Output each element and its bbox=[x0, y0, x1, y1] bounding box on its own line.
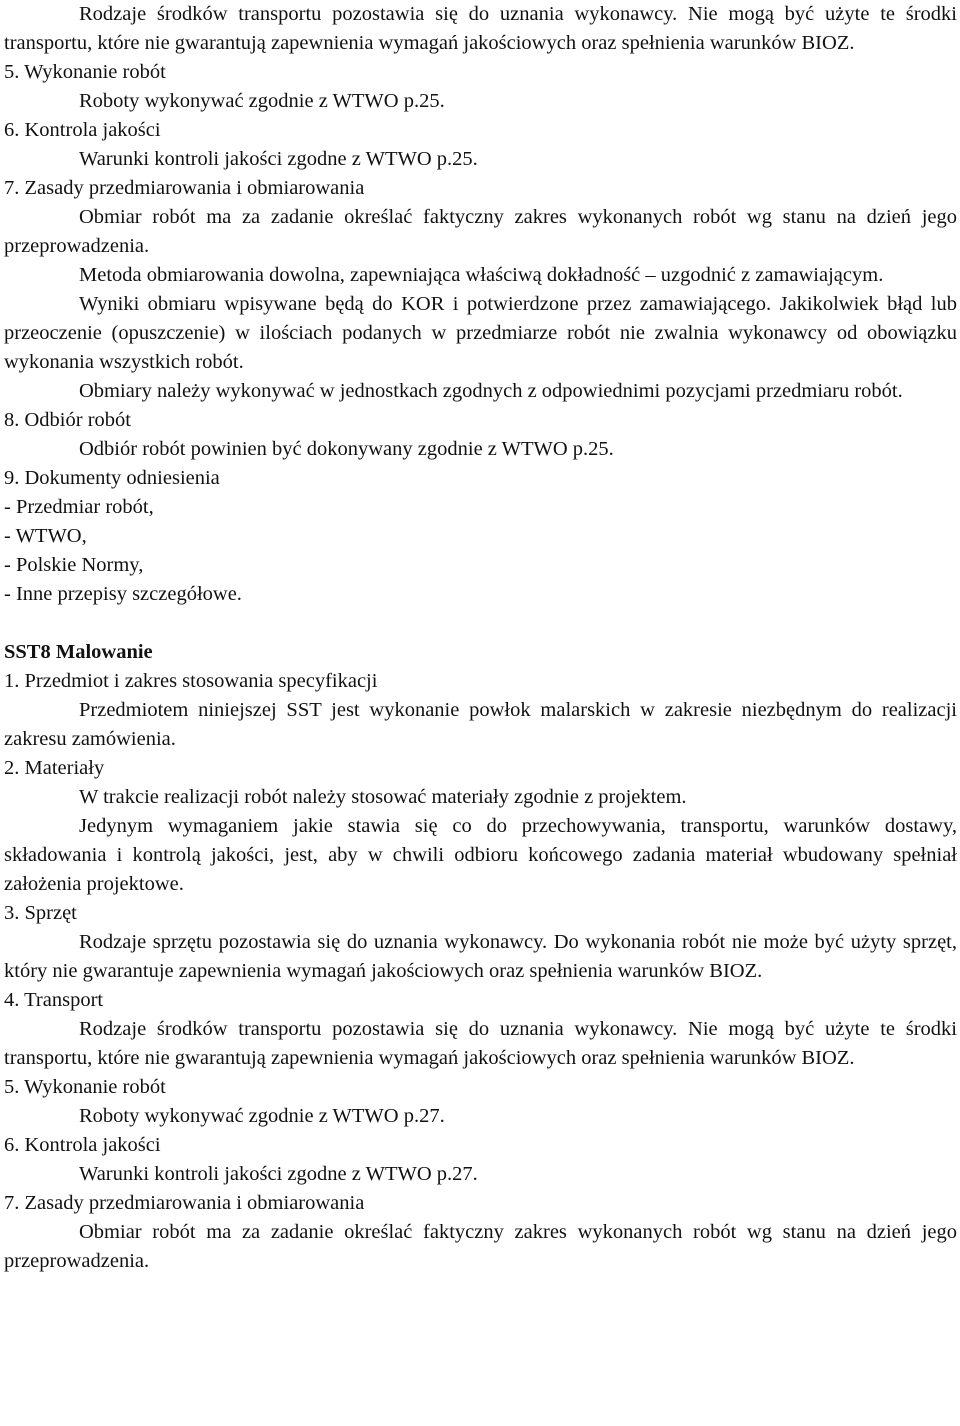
quality-control-paragraph: Warunki kontroli jakości zgodne z WTWO p.25. bbox=[79, 148, 478, 170]
section-heading-materials: 2. Materiały bbox=[4, 757, 105, 779]
section-heading-execution-sst8: 5. Wykonanie robót bbox=[4, 1076, 166, 1098]
section-heading-quality-control-sst8: 6. Kontrola jakości bbox=[4, 1134, 161, 1156]
measurement-paragraph-sst8: Obmiar robót ma za zadanie określać faktyczny zakres wykonanych robót wg stanu na dzień jego przeprowadzenia. bbox=[4, 1221, 957, 1272]
acceptance-paragraph: Odbiór robót powinien być dokonywany zgodnie z WTWO p.25. bbox=[79, 438, 614, 460]
section-heading-execution: 5. Wykonanie robót bbox=[4, 61, 166, 83]
transport-paragraph-sst8: Rodzaje środków transportu pozostawia się do uznania wykonawcy. Nie mogą być użyte te środki transportu, które nie gwarantują zapewnienia wymagań jakościowych oraz spełnienia warunków BIOZ. bbox=[4, 1018, 957, 1069]
section-heading-acceptance: 8. Odbiór robót bbox=[4, 409, 131, 431]
measurement-paragraph-2: Metoda obmiarowania dowolna, zapewniająca właściwą dokładność – uzgodnić z zamawiającym. bbox=[79, 264, 884, 286]
section-heading-measurement: 7. Zasady przedmiarowania i obmiarowania bbox=[4, 177, 365, 199]
equipment-paragraph: Rodzaje sprzętu pozostawia się do uznania wykonawcy. Do wykonania robót nie może być użyty sprzęt, który nie gwarantuje zapewnienia wymagań jakościowych oraz spełnienia warunków BIOZ. bbox=[4, 931, 957, 982]
execution-paragraph-sst8: Roboty wykonywać zgodnie z WTWO p.27. bbox=[79, 1105, 445, 1127]
quality-control-paragraph-sst8: Warunki kontroli jakości zgodne z WTWO p.27. bbox=[79, 1163, 478, 1185]
document-page bbox=[4, 0, 957, 1276]
measurement-paragraph-4: Obmiary należy wykonywać w jednostkach zgodnych z odpowiednimi pozycjami przedmiaru robót. bbox=[79, 380, 903, 402]
section-heading-equipment: 3. Sprzęt bbox=[4, 902, 77, 924]
reference-document-item: - WTWO, bbox=[4, 525, 87, 547]
reference-document-item: - Przedmiar robót, bbox=[4, 496, 154, 518]
measurement-paragraph-1: Obmiar robót ma za zadanie określać faktyczny zakres wykonanych robót wg stanu na dzień jego przeprowadzenia. bbox=[4, 206, 957, 257]
reference-document-item: - Polskie Normy, bbox=[4, 554, 144, 576]
scope-paragraph: Przedmiotem niniejszej SST jest wykonanie powłok malarskich w zakresie niezbędnym do realizacji zakresu zamówienia. bbox=[4, 699, 957, 750]
execution-paragraph: Roboty wykonywać zgodnie z WTWO p.25. bbox=[79, 90, 445, 112]
materials-paragraph-2: Jedynym wymaganiem jakie stawia się co do przechowywania, transportu, warunków dostawy, składowania i kontrolą jakości, jest, aby w chwili odbioru końcowego zadania materiał wbudowany spełniał założenia projektowe. bbox=[4, 815, 957, 895]
materials-paragraph-1: W trakcie realizacji robót należy stosować materiały zgodnie z projektem. bbox=[79, 786, 687, 808]
measurement-paragraph-3: Wyniki obmiaru wpisywane będą do KOR i potwierdzone przez zamawiającego. Jakikolwiek błąd lub przeoczenie (opuszczenie) w ilościach podanych w przedmiarze robót nie zwalnia wykonawcy od obowiązku wykonania wszystkich robót. bbox=[4, 293, 957, 373]
specification-title: SST8 Malowanie bbox=[4, 641, 153, 663]
section-heading-reference-documents: 9. Dokumenty odniesienia bbox=[4, 467, 220, 489]
section-heading-scope: 1. Przedmiot i zakres stosowania specyfikacji bbox=[4, 670, 378, 692]
section-heading-measurement-sst8: 7. Zasady przedmiarowania i obmiarowania bbox=[4, 1192, 365, 1214]
reference-document-item: - Inne przepisy szczegółowe. bbox=[4, 583, 242, 605]
transport-paragraph: Rodzaje środków transportu pozostawia się do uznania wykonawcy. Nie mogą być użyte te środki transportu, które nie gwarantują zapewnienia wymagań jakościowych oraz spełnienia warunków BIOZ. bbox=[4, 3, 957, 54]
section-heading-transport: 4. Transport bbox=[4, 989, 104, 1011]
section-heading-quality-control: 6. Kontrola jakości bbox=[4, 119, 161, 141]
section-spacer bbox=[4, 609, 957, 638]
